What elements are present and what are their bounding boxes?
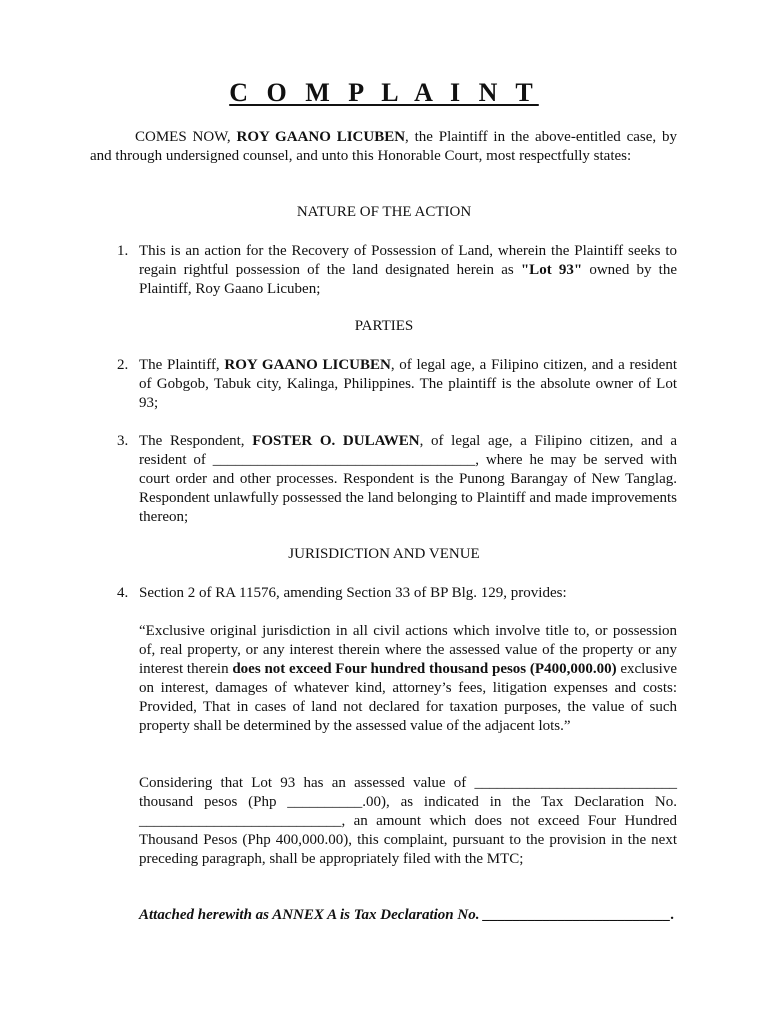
item-4-text: Section 2 of RA 11576, amending Section 33 of BP Blg. 129, provides: (139, 585, 567, 601)
respondent-name: FOSTER O. DULAWEN (252, 433, 420, 449)
item-number: 1. (117, 243, 129, 259)
heading-jurisdiction: JURISDICTION AND VENUE (288, 546, 480, 562)
item-2-text (139, 356, 677, 413)
item-2-post: , of legal age, a Filipino citizen, and a resident of Gobgob, Tabuk city, Kalinga, Philippines. The plaintiff is the absolute owner of Lot 93; (139, 357, 677, 411)
considering-paragraph: Considering that Lot 93 has an assessed value of ___________________________ thousand pesos (Php __________.00), as indicated in the Tax Declaration No. ___________________________, an amount which does not exceed Four Hundred Thousand Pesos (Php 400,000.00), this complaint, pursuant to the provision in the next preceding paragraph, shall be appropriately filed with the MTC; (139, 775, 677, 867)
item-2-pre: The Plaintiff, (139, 357, 225, 373)
intro-post: , the Plaintiff in the above-entitled case, by and through undersigned counsel, and unto this Honorable Court, most respectfully states: (90, 129, 677, 164)
item-3-post: , of legal age, a Filipino citizen, and a resident of ___________________________________, where he may be served with court order and other processes. Respondent is the Punong Barangay of New Tanglag. Respondent unlawfully possessed the land belonging to Plaintiff and made improvements thereon; (139, 433, 678, 525)
item-number: 2. (117, 357, 129, 373)
item-number: 3. (117, 433, 129, 449)
plaintiff-name: ROY GAANO LICUBEN (224, 357, 391, 373)
item-3-pre: The Respondent, (139, 433, 253, 449)
lot-designation: "Lot 93" (520, 262, 583, 278)
heading-nature: NATURE OF THE ACTION (296, 204, 472, 220)
quoted-provision (139, 622, 677, 736)
item-1-pre: This is an action for the Recovery of Possession of Land, wherein the Plaintiff seeks to regain rightful possession of the land designated herein as (139, 243, 677, 278)
plaintiff-name: ROY GAANO LICUBEN (236, 129, 406, 145)
item-1-text (139, 242, 677, 299)
item-number: 4. (117, 585, 129, 601)
intro-pre: COMES NOW, (135, 129, 237, 145)
intro-paragraph (90, 128, 677, 166)
document-title: C O M P L A I N T (229, 78, 539, 107)
attached-paragraph: Attached herewith as ANNEX A is Tax Declaration No. _________________________. (139, 907, 675, 923)
item-3-text (139, 432, 677, 527)
item-1-post: owned by the Plaintiff, Roy Gaano Licuben; (139, 262, 677, 297)
quote-bold: does not exceed Four hundred thousand pesos (P400,000.00) (232, 661, 617, 677)
quote-post: exclusive on interest, damages of whatever kind, attorney’s fees, litigation expenses and costs: Provided, That in cases of land not declared for taxation purposes, the value of such property shall be determined by the assessed value of the adjacent lots.” (139, 661, 677, 734)
quote-pre: “Exclusive original jurisdiction in all civil actions which involve title to, or possession of, real property, or any interest therein where the assessed value of the property or any interest therein (139, 623, 677, 677)
heading-parties: PARTIES (354, 318, 414, 334)
